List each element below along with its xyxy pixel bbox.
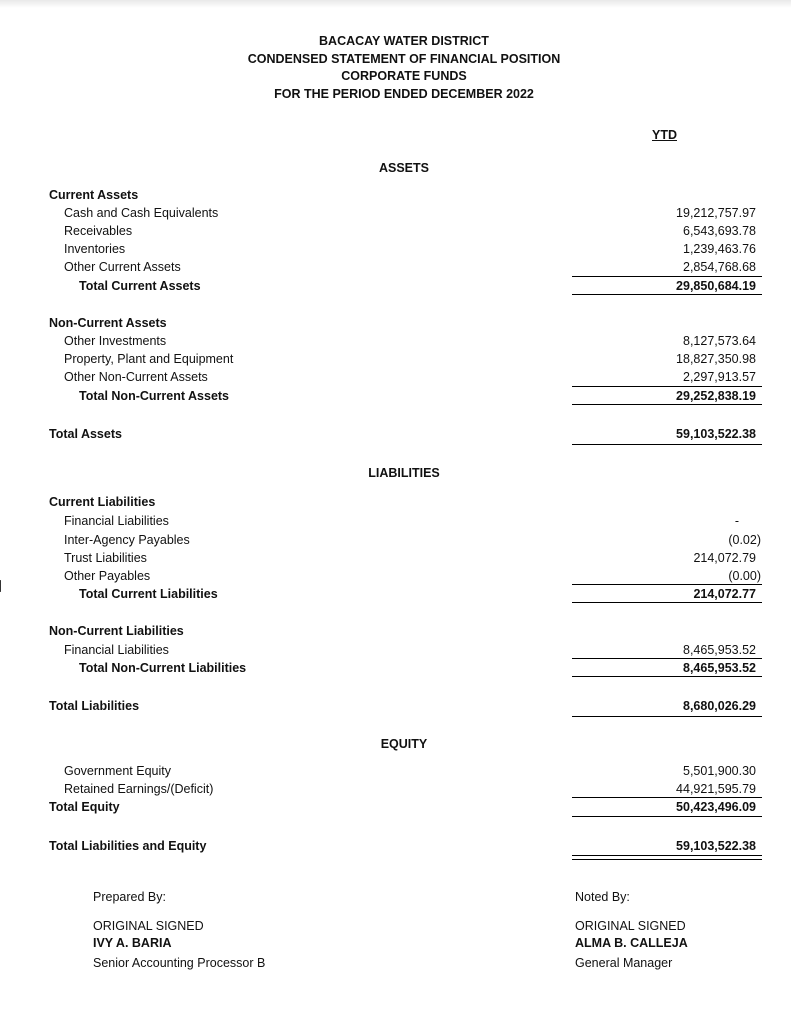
agency-name: BACACAY WATER DISTRICT	[319, 34, 489, 48]
total-row	[0, 387, 791, 405]
total-row	[0, 277, 791, 295]
total-rule	[572, 716, 762, 717]
double-rule	[572, 855, 762, 860]
row-label: Retained Earnings/(Deficit)	[64, 782, 214, 796]
total-rule	[572, 294, 762, 295]
row-value: 59,103,522.38	[676, 427, 756, 441]
row-value: 29,252,838.19	[676, 389, 756, 403]
noted-by-caption: Noted By:	[575, 890, 630, 904]
table-row	[0, 222, 791, 240]
table-row	[0, 567, 791, 585]
total-liabilities-row	[0, 697, 791, 715]
row-label: Non-Current Assets	[49, 316, 167, 330]
row-label: Trust Liabilities	[64, 551, 147, 565]
total-equity-row	[0, 798, 791, 816]
document-header	[0, 33, 791, 103]
prepared-name: IVY A. BARIA	[93, 936, 172, 950]
row-label: Property, Plant and Equipment	[64, 352, 234, 366]
table-row	[0, 350, 791, 368]
row-label: Total Current Assets	[79, 279, 201, 293]
assets-section-title: ASSETS	[378, 161, 429, 175]
viewer-top-shadow	[0, 0, 791, 8]
prepared-by-caption: Prepared By:	[93, 890, 166, 904]
row-label: Current Liabilities	[49, 495, 156, 509]
noncurrent-liabilities-heading	[0, 622, 791, 640]
table-row	[0, 512, 791, 530]
total-rule	[572, 602, 762, 603]
row-label: Total Non-Current Liabilities	[79, 661, 247, 675]
row-label: Non-Current Liabilities	[49, 624, 184, 638]
row-value: 8,465,953.52	[683, 643, 756, 657]
row-value: 5,501,900.30	[683, 764, 756, 778]
row-label: Total Assets	[49, 427, 122, 441]
total-rule	[572, 444, 762, 445]
row-value: 19,212,757.97	[676, 206, 756, 220]
liabilities-section-title: LIABILITIES	[368, 466, 440, 480]
row-label: Total Liabilities and Equity	[49, 839, 207, 853]
equity-section-title: EQUITY	[380, 737, 428, 751]
row-label: Financial Liabilities	[64, 643, 169, 657]
total-rule	[572, 816, 762, 817]
row-label: Receivables	[64, 224, 133, 238]
row-value: 2,297,913.57	[683, 370, 756, 384]
prepared-position: Senior Accounting Processor B	[93, 956, 266, 970]
row-label: Other Payables	[64, 569, 151, 583]
fund-type: CORPORATE FUNDS	[341, 69, 467, 83]
row-value: 214,072.79	[693, 551, 756, 565]
row-value: 50,423,496.09	[676, 800, 756, 814]
current-assets-heading	[0, 186, 791, 204]
table-row	[0, 258, 791, 276]
table-row	[0, 549, 791, 567]
row-value: (0.00)	[728, 569, 761, 583]
row-value: 6,543,693.78	[683, 224, 756, 238]
total-row	[0, 659, 791, 677]
row-value: 8,680,026.29	[683, 699, 756, 713]
row-label: Total Equity	[49, 800, 120, 814]
total-assets-row	[0, 425, 791, 443]
row-value: 214,072.77	[693, 587, 756, 601]
table-row	[0, 204, 791, 222]
row-value: 18,827,350.98	[676, 352, 756, 366]
total-rule	[572, 676, 762, 677]
table-row	[0, 641, 791, 659]
row-label: Financial Liabilities	[64, 514, 169, 528]
row-label: Total Non-Current Assets	[79, 389, 230, 403]
noted-name: ALMA B. CALLEJA	[575, 936, 688, 950]
row-value: -	[734, 514, 739, 528]
noncurrent-assets-heading	[0, 314, 791, 332]
grand-total-row	[0, 837, 791, 855]
row-label: Total Liabilities	[49, 699, 140, 713]
row-value: 59,103,522.38	[676, 839, 756, 853]
prepared-signed-status: ORIGINAL SIGNED	[93, 919, 204, 933]
total-row	[0, 585, 791, 603]
table-row	[0, 368, 791, 386]
table-row	[0, 762, 791, 780]
row-label: Government Equity	[64, 764, 171, 778]
row-label: Current Assets	[49, 188, 139, 202]
table-row	[0, 240, 791, 258]
row-value: 1,239,463.76	[683, 242, 756, 256]
row-label: Inventories	[64, 242, 126, 256]
statement-title: CONDENSED STATEMENT OF FINANCIAL POSITION	[247, 51, 561, 66]
current-liabilities-heading	[0, 493, 791, 511]
row-label: Other Non-Current Assets	[64, 370, 208, 384]
table-row	[0, 780, 791, 798]
row-value: 8,465,953.52	[683, 661, 756, 675]
table-row	[0, 332, 791, 350]
row-label: Other Current Assets	[64, 260, 181, 274]
row-value: (0.02)	[728, 533, 761, 547]
row-value: 8,127,573.64	[683, 334, 756, 348]
row-value: 44,921,595.79	[676, 782, 756, 796]
row-label: Total Current Liabilities	[79, 587, 218, 601]
row-label: Other Investments	[64, 334, 167, 348]
row-label: Cash and Cash Equivalents	[64, 206, 219, 220]
noted-position: General Manager	[575, 956, 673, 970]
total-rule	[572, 404, 762, 405]
noted-signed-status: ORIGINAL SIGNED	[575, 919, 686, 933]
row-value: 2,854,768.68	[683, 260, 756, 274]
row-value: 29,850,684.19	[676, 279, 756, 293]
ytd-column-header: YTD	[652, 128, 677, 142]
row-label: Inter-Agency Payables	[64, 533, 190, 547]
period: FOR THE PERIOD ENDED DECEMBER 2022	[274, 86, 534, 101]
table-row	[0, 531, 791, 549]
